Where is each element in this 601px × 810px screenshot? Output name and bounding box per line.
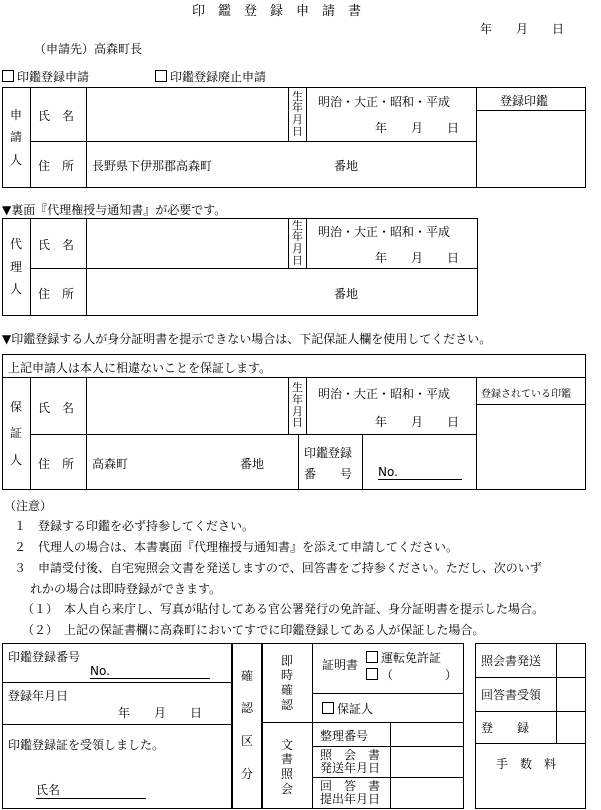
note-sub-1: （１） 本人自ら来庁し、写真が貼付してある官公署発行の免許証、身分証明書を提示した場合。: [22, 602, 545, 616]
office-reg-no-label: 印鑑登録番号: [8, 650, 81, 664]
office-shomeisho: 証明書: [322, 658, 359, 672]
office-kaito: 回 答 書 提出年月日: [320, 779, 381, 807]
applicant-address-value: 長野県下伊那郡高森町: [92, 159, 213, 173]
office-kakunin-kubun: 確 認 区 分: [240, 668, 253, 781]
addressee: （申請先）高森町長: [34, 42, 143, 56]
guarantor-ymd: 年 月 日: [375, 415, 460, 429]
guarantor-address-value: 高森町: [92, 457, 129, 471]
date-line: 年 月 日: [480, 22, 565, 36]
office-reg-date-label: 登録年月日: [8, 689, 69, 703]
guarantor-birth-label: 生 年 月 日: [292, 381, 303, 430]
office-r2: 回答書受領: [481, 688, 542, 702]
notes-heading: （注意）: [4, 499, 53, 513]
office-sign: 氏名: [36, 781, 146, 799]
proxy-era: 明治・大正・昭和・平成: [318, 225, 451, 239]
option-register[interactable]: [2, 68, 89, 85]
register-checkbox[interactable]: [2, 70, 14, 82]
note-3a: ３ 申請受付後、自宅宛照会文書を発送しますので、回答書をご持参ください。ただし、次のいず: [14, 561, 542, 575]
note-3b: れかの場合は即時登録ができます。: [30, 582, 222, 596]
office-r1: 照会書発送: [481, 654, 542, 668]
option-abolish[interactable]: [155, 68, 266, 85]
office-received: 印鑑登録証を受領しました。: [8, 738, 165, 752]
office-seiri-no: 整理番号: [320, 729, 369, 743]
option-register-label: 印鑑登録申請: [17, 70, 90, 84]
guarantor-address-label: 住 所: [38, 457, 75, 471]
applicant-side-label: 申 請 人: [9, 107, 22, 167]
abolish-checkbox[interactable]: [155, 70, 167, 82]
office-hoshonin-label: 保証人: [337, 702, 374, 716]
office-reg-no: No.: [90, 664, 210, 679]
hoshonin-checkbox[interactable]: [322, 702, 334, 714]
note-2: ２ 代理人の場合は、本書裏面『代理権授与通知書』を添えて申請してください。: [14, 540, 459, 554]
office-license-label: 運転免許証: [381, 651, 442, 665]
office-license-option[interactable]: [366, 649, 441, 666]
applicant-era: 明治・大正・昭和・平成: [318, 95, 451, 109]
office-shokai: 照 会 書 発送年月日: [320, 748, 381, 776]
applicant-address-label: 住 所: [38, 159, 75, 173]
proxy-name-label: 氏 名: [38, 238, 75, 252]
applicant-birth-label: 生 年 月 日: [292, 89, 303, 138]
applicant-ymd: 年 月 日: [375, 121, 460, 135]
guarantor-regno-label2: 番 号: [304, 467, 353, 481]
guarantor-banchi: 番地: [240, 457, 265, 471]
guarantor-regno-label1: 印鑑登録: [304, 446, 353, 460]
guarantor-note: ▼印鑑登録する人が身分証明書を提示できない場合は、下記保証人欄を使用してください。: [2, 332, 492, 346]
proxy-note: ▼裏面『代理権授与通知書』が必要です。: [2, 203, 227, 217]
note-1: １ 登録する印鑑を必ず持参してください。: [14, 519, 255, 533]
guarantor-name-label: 氏 名: [38, 401, 75, 415]
applicant-name-label: 氏 名: [38, 109, 75, 123]
office-r4: 手 数 料: [496, 757, 557, 771]
office-sokuji: 即 時 確 認: [280, 653, 293, 712]
proxy-banchi: 番地: [334, 287, 359, 301]
license-checkbox[interactable]: [366, 651, 378, 663]
guarantor-era: 明治・大正・昭和・平成: [318, 387, 451, 401]
proxy-ymd: 年 月 日: [375, 251, 460, 265]
proxy-side-label: 代 理 人: [9, 237, 22, 297]
proxy-address-label: 住 所: [38, 287, 75, 301]
guarantor-side-label: 保 証 人: [9, 399, 22, 467]
guarantor-regno-no: No.: [378, 465, 462, 480]
option-abolish-label: 印鑑登録廃止申請: [170, 70, 267, 84]
office-bunsho-shokai: 文 書 照 会: [280, 737, 293, 796]
applicant-banchi: 番地: [334, 159, 359, 173]
page-title: 印 鑑 登 録 申 請 書: [192, 4, 362, 19]
applicant-seal-label: 登録印鑑: [500, 94, 549, 108]
guarantor-seal-label: 登録されている印鑑: [481, 389, 571, 400]
proxy-birth-label: 生 年 月 日: [292, 218, 303, 267]
guarantor-statement: 上記申請人は本人に相違ないことを保証します。: [8, 361, 272, 375]
office-reg-date-ymd: 年 月 日: [118, 706, 203, 720]
office-r3: 登 録: [481, 721, 530, 735]
other-checkbox[interactable]: [366, 668, 378, 680]
office-other-option[interactable]: （ ）: [366, 666, 457, 683]
office-hoshonin-option[interactable]: [322, 700, 373, 717]
note-sub-2: （２） 上記の保証書欄に高森町においてすでに印鑑登録してある人が保証した場合。: [22, 623, 485, 637]
